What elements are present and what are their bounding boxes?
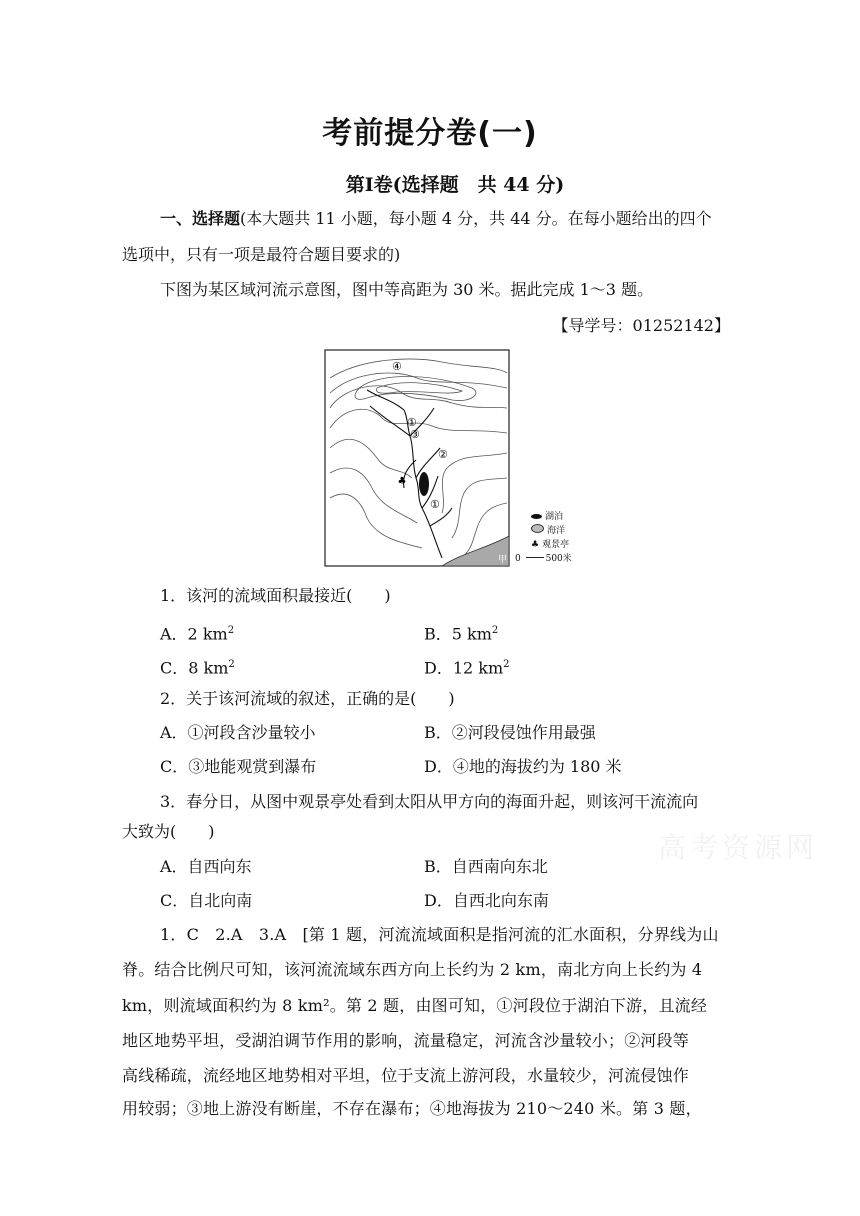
pavilion-icon: ♣ (397, 476, 407, 487)
page-title: 考前提分卷(一) (322, 116, 538, 151)
answer-line-2: 脊。结合比例尺可知，该河流流域东西方向上长约为 2 km，南北方向上长约为 4 (122, 960, 703, 979)
legend-ocean-text: 海洋 (547, 526, 566, 536)
q1-option-b: B．5 $km^2$ (424, 624, 499, 644)
answer-line-3: km，则流域面积约为 8 km²。第 2 题，由图可知，①河段位于湖泊下游，且流经 (122, 996, 708, 1015)
pavilion-legend-icon: ♣ (531, 540, 540, 550)
q2-option-c: C．③地能观赏到瀑布 (160, 757, 317, 776)
legend-pavilion-text: 观景亭 (542, 540, 570, 550)
lake-legend-icon (531, 514, 542, 519)
scale-bar (526, 557, 544, 558)
label-p4: ④ (392, 360, 402, 373)
river-map (322, 348, 520, 570)
label-jia: 甲 (498, 555, 508, 565)
lake-shape (419, 472, 429, 496)
scale-length: 500米 (545, 554, 572, 564)
ocean-legend-icon (531, 524, 544, 533)
instruction-line-1 (160, 207, 712, 231)
q3-option-c: C．自北向南 (160, 891, 253, 910)
guide-number: 【导学号：01252142】 (552, 316, 730, 335)
q1-option-a: A．2 $km^2$ (160, 624, 235, 644)
label-p1-upper: ① (407, 416, 417, 429)
intro-line: 下图为某区域河流示意图，图中等高距为 30 米。据此完成 1～3 题。 (160, 280, 654, 299)
instruction-line-2: 选项中，只有一项是最符合题目要求的) (122, 245, 401, 264)
q2-option-d: D．④地的海拔约为 180 米 (424, 757, 622, 776)
watermark: 高考资源网 (658, 831, 819, 864)
legend-lake-text: 湖泊 (545, 512, 564, 522)
q2-option-b: B．②河段侵蚀作用最强 (424, 723, 596, 742)
q3-option-d: D．自西北向东南 (424, 891, 549, 910)
question-3-stem-line-2: 大致为( ) (122, 822, 215, 841)
question-1-stem: 1．该河的流域面积最接近( ) (160, 586, 391, 605)
q2-option-a: A．①河段含沙量较小 (160, 723, 316, 742)
q1-option-c: C．8 $km^2$ (160, 658, 235, 678)
instruction-text: (本大题共 11 小题，每小题 4 分，共 44 分。在每小题给出的四个 (240, 209, 712, 228)
scale-zero: 0 (515, 554, 521, 564)
question-3-stem-line-1: 3．春分日，从图中观景亭处看到太阳从甲方向的海面升起，则该河干流流向 (160, 792, 699, 811)
q1-option-d: D．12 $km^2$ (424, 658, 510, 678)
part-label: 一、选择题 (160, 209, 241, 228)
answer-line-4: 地区地势平坦，受湖泊调节作用的影响，流量稳定，河流含沙量较小；②河段等 (122, 1031, 690, 1050)
label-p2: ② (438, 448, 448, 461)
answer-line-5: 高线稀疏，流经地区地势相对平坦，位于支流上游河段，水量较少，河流侵蚀作 (122, 1066, 690, 1085)
section-title: 第Ⅰ卷(选择题 共 44 分) (345, 174, 565, 196)
q3-option-a: A．自西向东 (160, 857, 252, 876)
legend-text-block (515, 510, 588, 566)
label-p1: ① (430, 498, 440, 511)
q3-option-b: B．自西南向东北 (424, 857, 548, 876)
label-p3: ③ (410, 428, 420, 441)
question-2-stem: 2．关于该河流域的叙述，正确的是( ) (160, 689, 455, 708)
answer-line-1: 1．C 2.A 3.A [第 1 题，河流流域面积是指河流的汇水面积，分界线为山 (160, 925, 719, 944)
answer-line-6: 用较弱；③地上游没有断崖，不存在瀑布；④地海拔为 210～240 米。第 3 题， (122, 1099, 702, 1118)
